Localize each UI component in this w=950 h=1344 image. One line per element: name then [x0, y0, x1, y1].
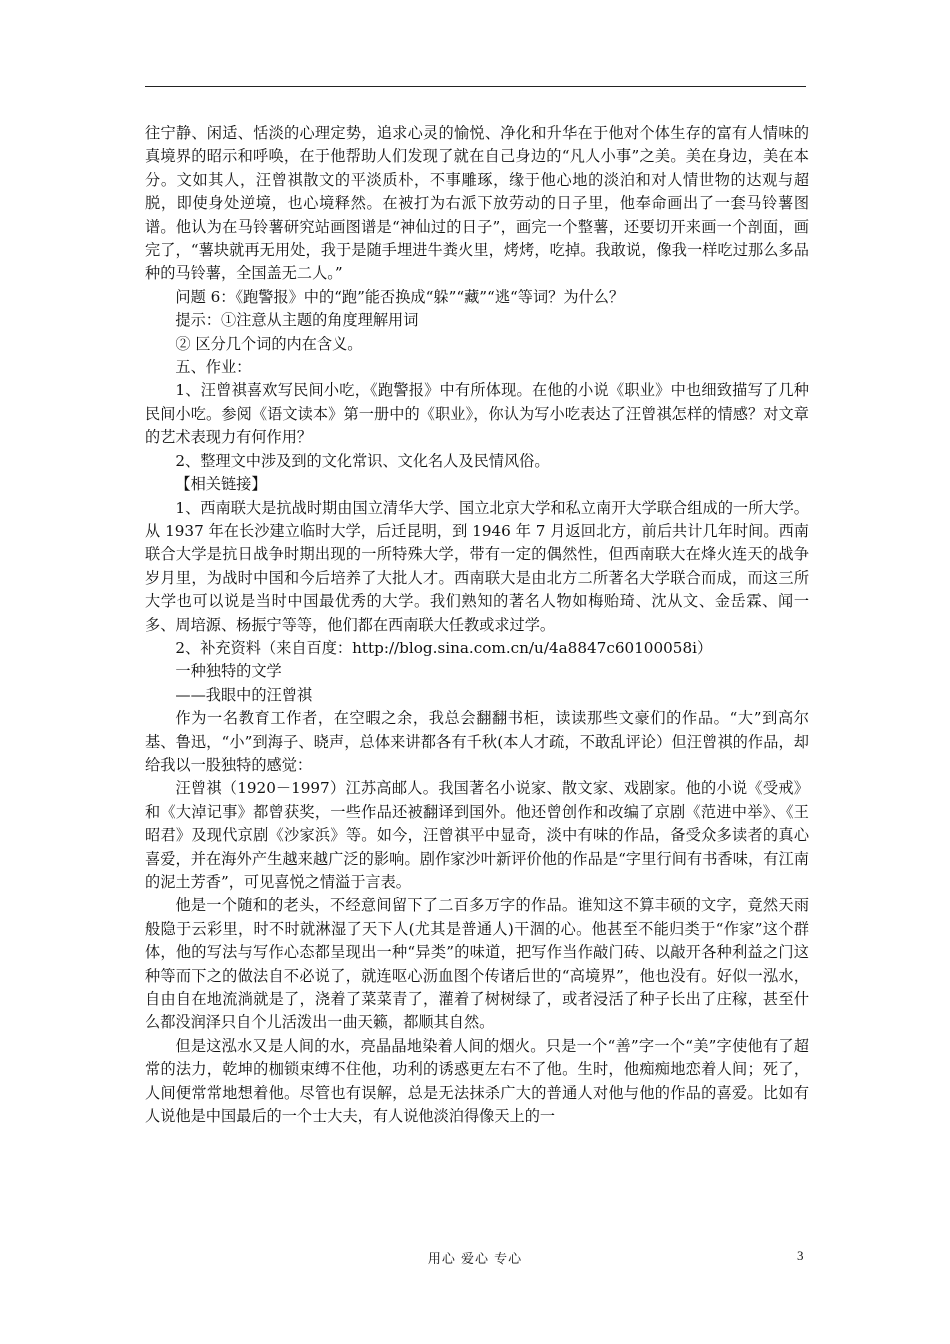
paragraph: 1、西南联大是抗战时期由国立清华大学、国立北京大学和私立南开大学联合组成的一所大学。从 1937 年在长沙建立临时大学，后迁昆明，到 1946 年 7 月返回北方，前后共计几年时间。西南联合大学是抗日战争时期出现的一所特殊大学，带有一定的偶然性，但西南联大在烽火连天的战争岁月里，为战时中国和今后培养了大批人才。西南联大是由北方二所著名大学联合而成，而这三所大学也可以说是当时中国最优秀的大学。我们熟知的著名人物如梅贻琦、沈从文、金岳霖、闻一多、周培源、杨振宁等等，他们都在西南联大任教或求过学。	[145, 498, 809, 634]
paragraph: 问题 6：《跑警报》中的“跑”能否换成“躲”“藏”“逃“等词？为什么？	[175, 287, 625, 306]
paragraph: 2、整理文中涉及到的文化常识、文化名人及民情风俗。	[175, 451, 550, 470]
paragraph: 提示：①注意从主题的角度理解用词	[175, 311, 419, 330]
paragraph: 一种独特的文学	[175, 662, 282, 681]
paragraph: 作为一名教育工作者，在空暇之余，我总会翻翻书柜，读读那些文豪们的作品。“大”到高尔基、鲁迅，“小”到海子、晓声，总体来讲都各有千秋(本人才疏，不敢乱评论）但汪曾祺的作品，却给我以一股独特的感觉：	[145, 709, 809, 774]
paragraph: ② 区分几个词的内在含义。	[175, 334, 363, 353]
paragraph: 他是一个随和的老头，不经意间留下了二百多万字的作品。谁知这不算丰硕的文字，竟然天雨般隐于云彩里，时不时就淋湿了天下人(尤其是普通人)干涸的心。他甚至不能归类于“作家”这个群体，他的写法与写作心态都呈现出一种“异类”的味道，把写作当作敲门砖、以敲开各种利益之门这种等而下之的做法自不必说了，就连呕心沥血图个传诸后世的“高境界”，他也没有。好似一泓水，自由自在地流淌就是了，浇着了菜菜青了，灌着了树树绿了，或者浸活了种子长出了庄稼，甚至什么都没润泽只自个儿活泼出一曲天籁，都顺其自然。	[145, 896, 809, 1032]
paragraph: 【相关链接】	[175, 475, 267, 494]
paragraph: 1、汪曾祺喜欢写民间小吃，《跑警报》中有所体现。在他的小说《职业》中也细致描写了几种民间小吃。参阅《语文读本》第一册中的《职业》，你认为写小吃表达了汪曾祺怎样的情感？对文章的艺术表现力有何作用？	[145, 381, 809, 447]
paragraph: 但是这泓水又是人间的水，亮晶晶地染着人间的烟火。只是一个“善”字一个“美”字使他有了超常的法力，乾坤的枷锁束缚不住他，功利的诱惑更左右不了他。生时，他痴痴地恋着人间；死了，人间便常常地想着他。尽管也有误解，总是无法抹杀广大的普通人对他与他的作品的喜爱。比如有人说他是中国最后的一个士大夫，有人说他淡泊得像天上的一	[145, 1036, 809, 1126]
paragraph: 汪曾祺（1920－1997）江苏高邮人。我国著名小说家、散文家、戏剧家。他的小说《受戒》和《大淖记事》都曾获奖，一些作品还被翻译到国外。他还曾创作和改编了京剧《范进中举》、《王昭君》及现代京剧《沙家浜》等。如今，汪曾祺平中显奇，淡中有味的作品，备受众多读者的真心喜爱，并在海外产生越来越广泛的影响。剧作家沙叶新评价他的作品是“字里行间有书香味，有江南的泥土芳香”，可见喜悦之情溢于言表。	[145, 779, 809, 891]
page-number: 3	[797, 1248, 804, 1263]
document-body	[145, 122, 809, 1128]
header-rule	[145, 86, 806, 87]
paragraph: 往宁静、闲适、恬淡的心理定势，追求心灵的愉悦、净化和升华在于他对个体生存的富有人情味的真境界的昭示和呼唤，在于他帮助人们发现了就在自己身边的“凡人小事”之美。美在身边，美在本分。文如其人，汪曾祺散文的平淡质朴，不事雕琢，缘于他心地的淡泊和对人情世物的达观与超脱，即使身处逆境，也心境释然。在被打为右派下放劳动的日子里，他奉命画出了一套马铃薯图谱。他认为在马铃薯研究站画图谱是“神仙过的日子”，画完一个整薯，还要切开来画一个剖面，画完了，“薯块就再无用处，我于是随手埋进牛粪火里，烤烤，吃掉。我敢说，像我一样吃过那么多品种的马铃薯，全国盖无二人。”	[145, 124, 809, 283]
page-footer	[0, 1248, 950, 1270]
paragraph: ——我眼中的汪曾祺	[175, 685, 313, 704]
paragraph: 2、补充资料（来自百度：http://blog.sina.com.cn/u/4a8847c60100058i）	[175, 638, 713, 657]
footer-slogan: 用心 爱心 专心	[427, 1252, 523, 1267]
paragraph: 五、作业：	[175, 358, 252, 377]
